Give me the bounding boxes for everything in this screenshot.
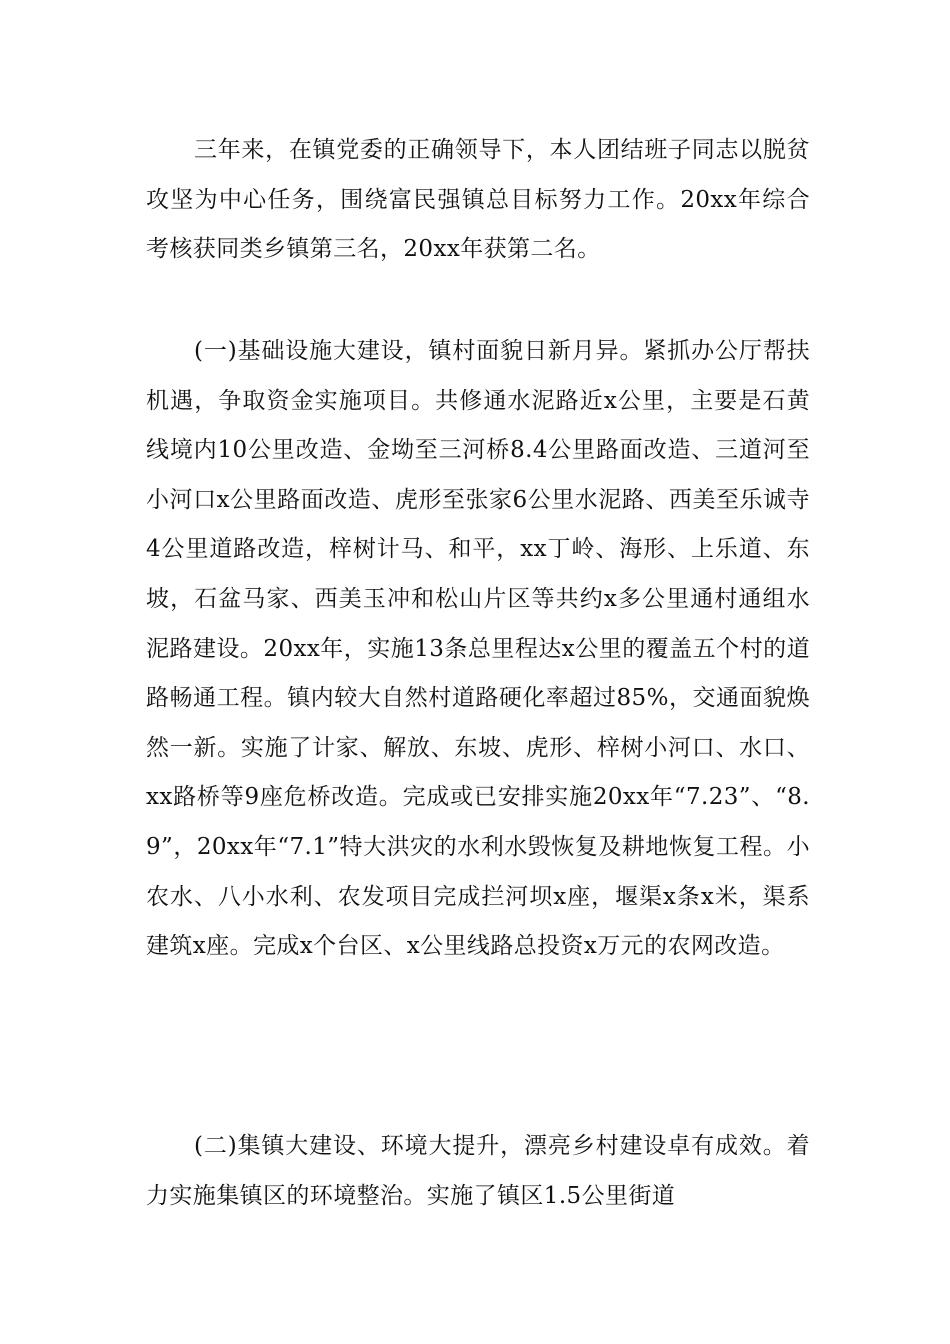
paragraph-infrastructure: (一)基础设施大建设，镇村面貌日新月异。紧抓办公厅帮扶机遇，争取资金实施项目。共修通水泥路近x公里，主要是石黄线境内10公里改造、金坳至三河桥8.4公里路面改造、三道河至小河口x公里路面改造、虎形至张家6公里水泥路、西美至乐诚寺4公里道路改造，梓树计马、和平，xx丁岭、海形、上乐道、东坡，石盆马家、西美玉冲和松山片区等共约x多公里通村通组水泥路建设。20xx年，实施13条总里程达x公里的覆盖五个村的道路畅通工程。镇内较大自然村道路硬化率超过85%，交通面貌焕然一新。实施了计家、解放、东坡、虎形、梓树小河口、水口、xx路桥等9座危桥改造。完成或已安排实施20xx年“7.23”、“8.9”，20xx年“7.1”特大洪灾的水利水毁恢复及耕地恢复工程。小农水、八小水利、农发项目完成拦河坝x座，堰渠x条x米，渠系建筑x座。完成x个台区、x公里线路总投资x万元的农网改造。 bbox=[146, 338, 810, 960]
paragraph-intro: 三年来，在镇党委的正确领导下，本人团结班子同志以脱贫攻坚为中心任务，围绕富民强镇总目标努力工作。20xx年综合考核获同类乡镇第三名，20xx年获第二名。 bbox=[146, 137, 810, 263]
paragraph-town-construction: (二)集镇大建设、环境大提升，漂亮乡村建设卓有成效。着力实施集镇区的环境整治。实施了镇区1.5公里街道 bbox=[146, 1133, 810, 1209]
